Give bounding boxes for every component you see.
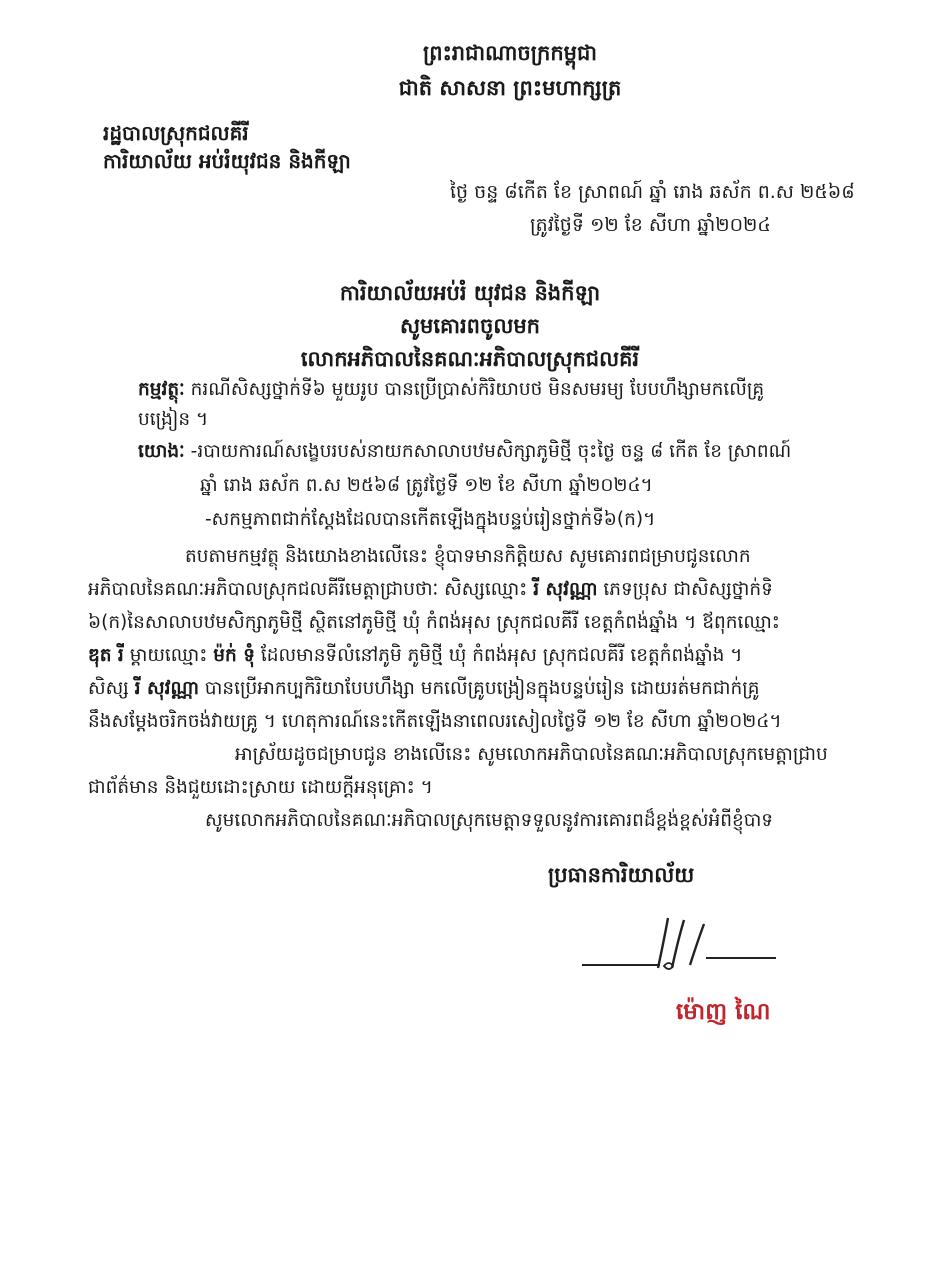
body-p1-line3: ៦(ក)នៃសាលាបឋមសិក្សាភូមិថ្មី ស្ថិតនៅភូមិថ្មី ឃុំ កំពង់អុស ស្រុកជលគីរី ខេត្តកំពង់ឆ្នាំង ។ ឪពុកឈ្មោះ	[88, 612, 780, 633]
issuing-authority: រដ្ឋបាលស្រុកជលគីរី	[103, 121, 249, 145]
body-p1-line6: នឹងសម្តែងចរិកចង់វាយគ្រូ ។ ហេតុការណ៍នេះកើតឡើងនាពេលរសៀលថ្ងៃទី ១២ ខែ សីហា ឆ្នាំ២០២៤។	[88, 711, 782, 732]
body-p1-line2-text: អភិបាលនៃគណៈអភិបាលស្រុកជលគីរីមេត្តាជ្រាបថាៈ សិស្សឈ្មោះ	[88, 579, 528, 600]
kingdom-heading: ព្រះរាជាណាចក្រកម្ពុជា	[422, 41, 597, 65]
body-p2-line2: ជាព័ត៌មាន និងជួយដោះស្រាយ ដោយក្តីអនុគ្រោះ ។	[88, 777, 433, 798]
handwritten-signature	[580, 910, 780, 980]
body-p1-line5-pre: សិស្ស	[88, 678, 129, 699]
student-name-repeat: រី សុវណ្ណា	[134, 678, 199, 699]
recipient-title: លោកអភិបាលនៃគណៈអភិបាលស្រុកជលគីរី	[300, 347, 640, 371]
subject-text-1: ករណីសិស្សថ្នាក់ទី៦ មួយរូប បានប្រើប្រាស់កិរិយាបថ មិនសមរម្យ បែបហឹង្សាមកលើគ្រូ	[190, 379, 765, 400]
mother-label: ម្តាយឈ្មោះ	[129, 645, 208, 666]
father-name: ឌុត រី	[88, 645, 124, 666]
body-p1-line4	[88, 644, 742, 671]
reference-line	[138, 440, 791, 467]
issuing-office: ការិយាល័យ អប់រំយុវជន និងកីឡា	[103, 149, 351, 173]
closing-line: សូមលោកអភិបាលនៃគណៈអភិបាលស្រុកមេត្តាទទួលនូវការគោរពដ៏ខ្ពង់ខ្ពស់អំពីខ្ញុំបាទ	[205, 810, 774, 831]
subject-text-2: បង្រៀន ។	[138, 409, 209, 430]
national-motto: ជាតិ សាសនា ព្រះមហាក្សត្រ	[398, 76, 622, 100]
body-p1-line1: តបតាមកម្មវត្ថុ និងយោងខាងលើនេះ ខ្ញុំបាទមានកិត្តិយស សូមគោរពជម្រាបជូនលោក	[185, 546, 751, 567]
signatory-title: ប្រធានការិយាល័យ	[548, 863, 695, 887]
body-p2-line1: អាស្រ័យដូចជម្រាបជូន ខាងលើនេះ សូមលោកអភិបាលនៃគណៈអភិបាលស្រុកមេត្តាជ្រាប	[235, 744, 828, 765]
body-p1-line2-rest: ភេទប្រុស ជាសិស្សថ្នាក់ទិ	[603, 579, 773, 600]
student-name: រី សុវណ្ណា	[533, 579, 598, 600]
mother-name: ម៉ក់ ទុំ	[213, 645, 255, 666]
sender-title: ការិយាល័យអប់រំ យុវជន និងកីឡា	[339, 281, 601, 305]
reference-text-3: -សកម្មភាពជាក់ស្តែងដែលបានកើតឡើងក្នុងបន្ទប់រៀនថ្នាក់ទី៦(ក)។	[205, 509, 656, 530]
salutation: សូមគោរពចូលមក	[400, 314, 540, 338]
body-p1-line2	[88, 578, 773, 605]
reference-text-1: -របាយការណ៍សង្ខេបរបស់នាយកសាលាបឋមសិក្សាភូមិថ្មី ចុះថ្ងៃ ចន្ទ ៨ កើត ខែ ស្រាពណ៍	[190, 441, 792, 462]
subject-line	[138, 378, 764, 405]
body-p1-line5	[88, 677, 759, 704]
reference-label: យោងៈ	[138, 441, 185, 462]
body-p1-line5-rest: បានប្រើអាកប្បកិរិយាបែបហឹង្សា មកលើគ្រូបង្រៀនក្នុងបន្ទប់រៀន ដោយរត់មកជាក់គ្រូ	[204, 678, 760, 699]
body-p1-line4-rest: ដែលមានទីលំនៅភូមិ ភូមិថ្មី ឃុំ កំពង់អុស ស្រុកជលគីរី ខេត្តកំពង់ឆ្នាំង ។	[260, 645, 743, 666]
lunar-date: ថ្ងៃ ចន្ទ ៨កើត ខែ ស្រាពណ៍ ឆ្នាំ រោង ឆស័ក ព.ស ២៥៦៨	[450, 181, 855, 203]
subject-label: កម្មវត្ថុៈ	[138, 379, 185, 400]
signatory-name: ម៉ោញ ណៃ	[676, 999, 771, 1025]
solar-date: ត្រូវថ្ងៃទី ១២ ខែ សីហា ឆ្នាំ២០២៤	[530, 214, 771, 236]
reference-text-2: ឆ្នាំ រោង ឆស័ក ព.ស ២៥៦៨ ត្រូវថ្ងៃទី ១២ ខែ សីហា ឆ្នាំ២០២៤។	[200, 475, 653, 496]
